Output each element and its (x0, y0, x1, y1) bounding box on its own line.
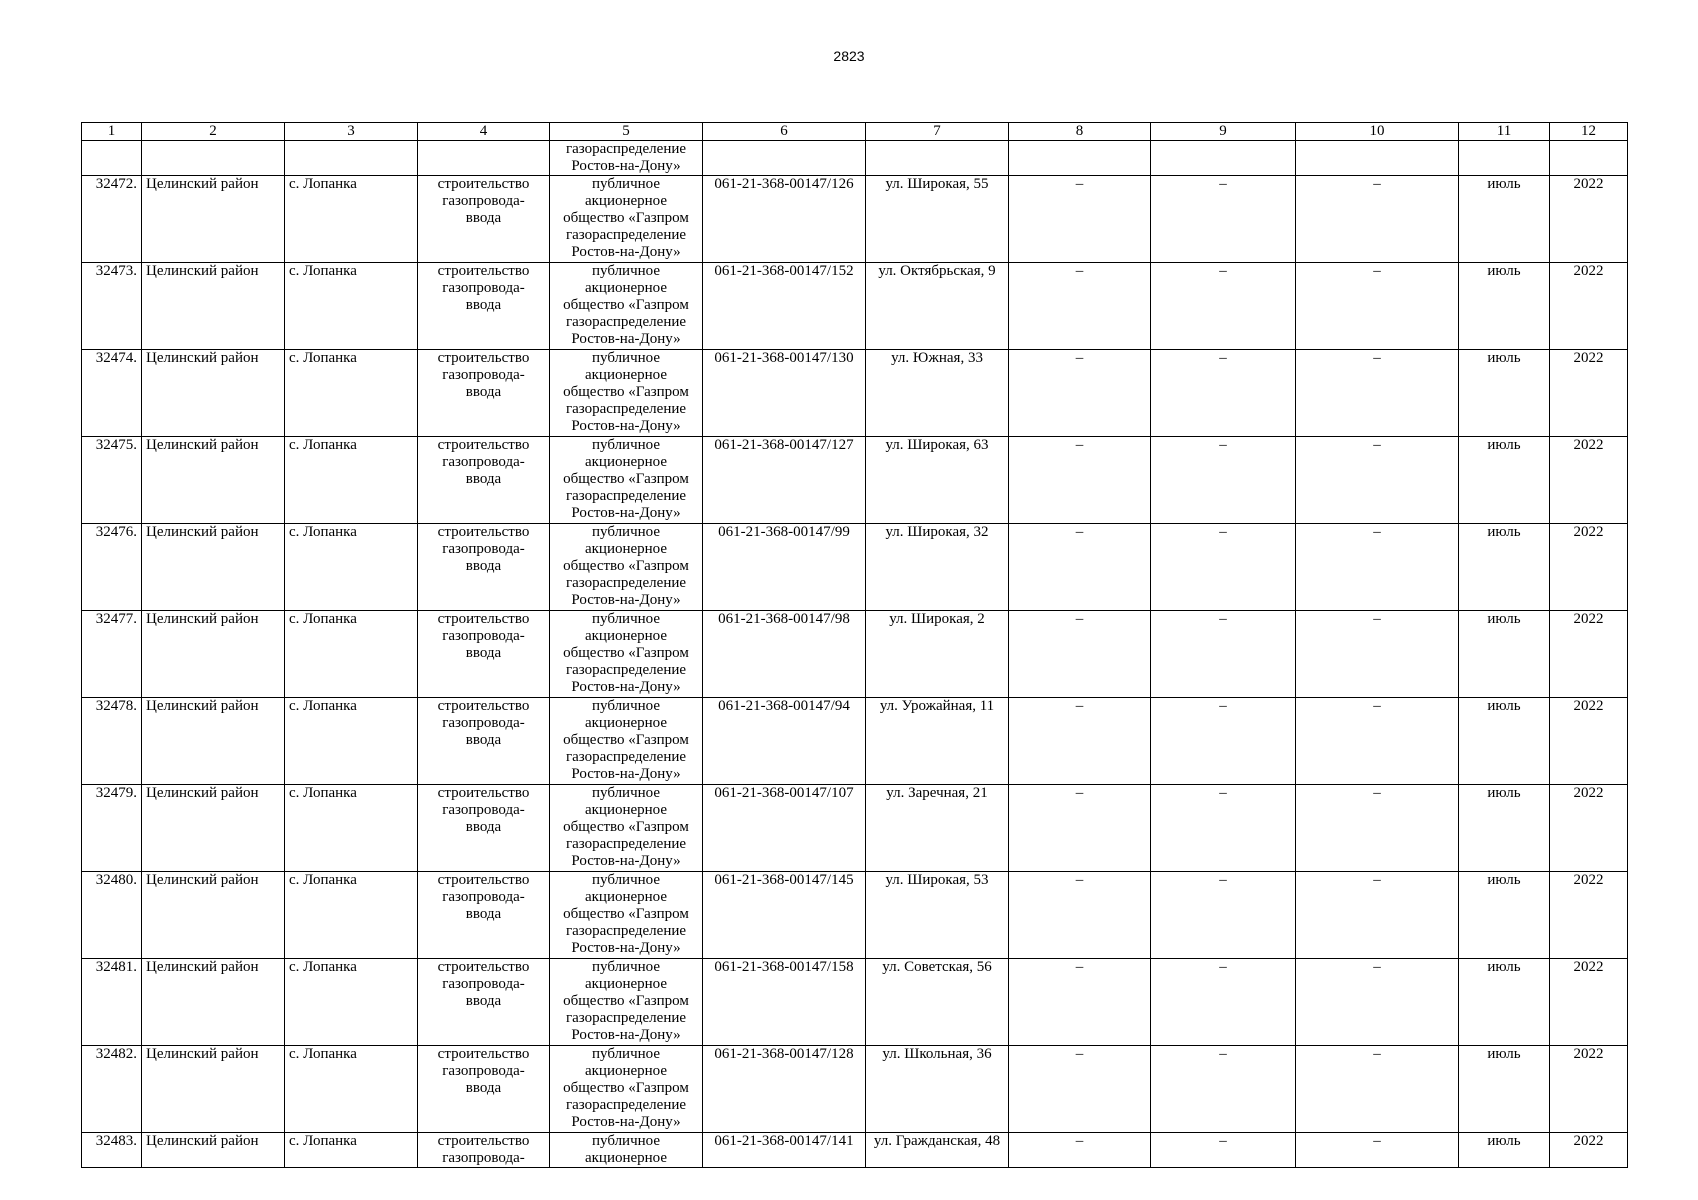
cell-year: 2022 (1550, 872, 1628, 959)
cell (1151, 141, 1296, 176)
page-number: 2823 (833, 48, 865, 64)
cell-work-type (418, 872, 550, 959)
cell-work-type (418, 524, 550, 611)
text-line: публичное (591, 350, 660, 366)
text-line: Ростов-на-Дону» (571, 853, 681, 869)
text-line: газопровода- (442, 280, 525, 296)
table-row (82, 350, 1628, 437)
cell-organization (550, 785, 703, 872)
text-line: строительство (437, 263, 530, 279)
cell-col9: – (1151, 1133, 1296, 1168)
cell-code: 061-21-368-00147/141 (703, 1133, 866, 1168)
cell-district: Целинский район (142, 698, 285, 785)
cell (142, 141, 285, 176)
cell-address: ул. Широкая, 2 (866, 611, 1009, 698)
text-line: газораспределение (565, 314, 687, 330)
cell-col8: – (1009, 437, 1151, 524)
cell-col9: – (1151, 872, 1296, 959)
column-number-header (82, 123, 1628, 141)
cell-number: 32480. (82, 872, 142, 959)
text-line: газопровода- (442, 889, 525, 905)
text-line: общество «Газпром (563, 297, 689, 313)
cell-col10: – (1296, 959, 1459, 1046)
text-line: общество «Газпром (563, 471, 689, 487)
table-row (82, 263, 1628, 350)
cell-work-type (418, 437, 550, 524)
text-line: Ростов-на-Дону» (571, 940, 681, 956)
header-cell: 3 (285, 123, 418, 141)
cell-month: июль (1459, 698, 1550, 785)
cell-work-type (418, 350, 550, 437)
cell-col10: – (1296, 611, 1459, 698)
cell-col10: – (1296, 872, 1459, 959)
cell-col10: – (1296, 1046, 1459, 1133)
cell-work-type (418, 611, 550, 698)
cell-year: 2022 (1550, 959, 1628, 1046)
text-line: строительство (437, 350, 530, 366)
text-line: общество «Газпром (563, 906, 689, 922)
cell (866, 141, 1009, 176)
text-line: строительство (437, 1046, 530, 1062)
cell-number: 32483. (82, 1133, 142, 1168)
cell-col8: – (1009, 1133, 1151, 1168)
text-line: акционерное (584, 802, 668, 818)
text-line: ввода (465, 906, 502, 922)
header-cell: 12 (1550, 123, 1628, 141)
text-line: строительство (437, 524, 530, 540)
cell-address: ул. Широкая, 53 (866, 872, 1009, 959)
continuation-row (82, 141, 1628, 176)
cell-organization (550, 698, 703, 785)
cell (418, 141, 550, 176)
cell-col8: – (1009, 350, 1151, 437)
text-line: строительство (437, 437, 530, 453)
cell-code: 061-21-368-00147/94 (703, 698, 866, 785)
text-line: ввода (465, 645, 502, 661)
cell-number: 32474. (82, 350, 142, 437)
cell-month: июль (1459, 1046, 1550, 1133)
cell-code: 061-21-368-00147/107 (703, 785, 866, 872)
cell-address: ул. Заречная, 21 (866, 785, 1009, 872)
header-cell: 10 (1296, 123, 1459, 141)
cell-col8: – (1009, 176, 1151, 263)
cell-settlement: с. Лопанка (285, 1133, 418, 1168)
text-line: Ростов-на-Дону» (571, 158, 681, 174)
text-line: газораспределение (565, 662, 687, 678)
cell-month: июль (1459, 350, 1550, 437)
cell-col8: – (1009, 524, 1151, 611)
cell-organization (550, 141, 703, 176)
table-row (82, 611, 1628, 698)
cell-year: 2022 (1550, 785, 1628, 872)
cell-address: ул. Октябрьская, 9 (866, 263, 1009, 350)
text-line: газораспределение (565, 836, 687, 852)
text-line: публичное (591, 263, 660, 279)
text-line: газораспределение (565, 141, 687, 157)
text-line: газораспределение (565, 227, 687, 243)
cell-settlement: с. Лопанка (285, 698, 418, 785)
text-line: публичное (591, 1133, 660, 1149)
cell-col10: – (1296, 1133, 1459, 1168)
text-line: акционерное (584, 454, 668, 470)
cell-code: 061-21-368-00147/127 (703, 437, 866, 524)
cell-year: 2022 (1550, 698, 1628, 785)
text-line: общество «Газпром (563, 210, 689, 226)
text-line: общество «Газпром (563, 819, 689, 835)
text-line: Ростов-на-Дону» (571, 679, 681, 695)
table-row (82, 785, 1628, 872)
cell-month: июль (1459, 263, 1550, 350)
cell-col9: – (1151, 698, 1296, 785)
cell-work-type (418, 263, 550, 350)
cell-month: июль (1459, 611, 1550, 698)
cell-year: 2022 (1550, 611, 1628, 698)
cell-address: ул. Широкая, 55 (866, 176, 1009, 263)
text-line: строительство (437, 872, 530, 888)
text-line: газопровода- (442, 454, 525, 470)
cell (82, 141, 142, 176)
cell-col9: – (1151, 350, 1296, 437)
text-line: Ростов-на-Дону» (571, 505, 681, 521)
cell-address: ул. Широкая, 32 (866, 524, 1009, 611)
cell-year: 2022 (1550, 350, 1628, 437)
text-line: публичное (591, 1046, 660, 1062)
text-line: газораспределение (565, 923, 687, 939)
cell-col8: – (1009, 611, 1151, 698)
cell-col10: – (1296, 524, 1459, 611)
cell-month: июль (1459, 959, 1550, 1046)
cell-address: ул. Южная, 33 (866, 350, 1009, 437)
cell-settlement: с. Лопанка (285, 1046, 418, 1133)
table-row (82, 959, 1628, 1046)
cell-number: 32481. (82, 959, 142, 1046)
text-line: Ростов-на-Дону» (571, 418, 681, 434)
cell (1459, 141, 1550, 176)
cell-year: 2022 (1550, 1133, 1628, 1168)
cell-organization (550, 263, 703, 350)
cell-organization (550, 1133, 703, 1168)
text-line: общество «Газпром (563, 732, 689, 748)
table-row (82, 176, 1628, 263)
header-cell: 8 (1009, 123, 1151, 141)
cell-year: 2022 (1550, 176, 1628, 263)
table-row (82, 437, 1628, 524)
cell-address: ул. Советская, 56 (866, 959, 1009, 1046)
text-line: акционерное (584, 193, 668, 209)
cell-year: 2022 (1550, 524, 1628, 611)
cell-number: 32479. (82, 785, 142, 872)
text-line: акционерное (584, 628, 668, 644)
cell-code: 061-21-368-00147/128 (703, 1046, 866, 1133)
cell-organization (550, 350, 703, 437)
text-line: газопровода- (442, 976, 525, 992)
cell-col10: – (1296, 698, 1459, 785)
cell-col10: – (1296, 176, 1459, 263)
cell-organization (550, 437, 703, 524)
cell-month: июль (1459, 176, 1550, 263)
text-line: публичное (591, 524, 660, 540)
cell-district: Целинский район (142, 1046, 285, 1133)
cell-work-type (418, 698, 550, 785)
cell-settlement: с. Лопанка (285, 263, 418, 350)
cell-code: 061-21-368-00147/98 (703, 611, 866, 698)
cell-number: 32482. (82, 1046, 142, 1133)
cell-settlement: с. Лопанка (285, 437, 418, 524)
text-line: газораспределение (565, 575, 687, 591)
cell-organization (550, 611, 703, 698)
cell-settlement: с. Лопанка (285, 611, 418, 698)
cell-col9: – (1151, 437, 1296, 524)
text-line: ввода (465, 210, 502, 226)
cell-settlement: с. Лопанка (285, 872, 418, 959)
cell-col10: – (1296, 785, 1459, 872)
text-line: публичное (591, 785, 660, 801)
cell-address: ул. Школьная, 36 (866, 1046, 1009, 1133)
text-line: газораспределение (565, 1097, 687, 1113)
text-line: Ростов-на-Дону» (571, 766, 681, 782)
header-cell: 5 (550, 123, 703, 141)
text-line: Ростов-на-Дону» (571, 1114, 681, 1130)
cell-code: 061-21-368-00147/152 (703, 263, 866, 350)
text-line: Ростов-на-Дону» (571, 331, 681, 347)
text-line: акционерное (584, 715, 668, 731)
cell-settlement: с. Лопанка (285, 785, 418, 872)
cell-month: июль (1459, 1133, 1550, 1168)
text-line: газораспределение (565, 1010, 687, 1026)
cell-number: 32475. (82, 437, 142, 524)
cell-year: 2022 (1550, 1046, 1628, 1133)
cell-number: 32477. (82, 611, 142, 698)
cell-settlement: с. Лопанка (285, 959, 418, 1046)
cell-organization (550, 524, 703, 611)
cell-col8: – (1009, 785, 1151, 872)
cell-district: Целинский район (142, 872, 285, 959)
cell-number: 32478. (82, 698, 142, 785)
cell-district: Целинский район (142, 263, 285, 350)
header-cell: 2 (142, 123, 285, 141)
header-cell: 11 (1459, 123, 1550, 141)
cell-code: 061-21-368-00147/99 (703, 524, 866, 611)
text-line: строительство (437, 176, 530, 192)
cell-district: Целинский район (142, 437, 285, 524)
text-line: газопровода- (442, 193, 525, 209)
table-row (82, 872, 1628, 959)
cell (1550, 141, 1628, 176)
cell-address: ул. Гражданская, 48 (866, 1133, 1009, 1168)
cell-work-type (418, 959, 550, 1046)
cell-district: Целинский район (142, 176, 285, 263)
cell-col8: – (1009, 872, 1151, 959)
cell-col8: – (1009, 959, 1151, 1046)
cell-col9: – (1151, 959, 1296, 1046)
cell-col9: – (1151, 176, 1296, 263)
cell-settlement: с. Лопанка (285, 524, 418, 611)
text-line: Ростов-на-Дону» (571, 1027, 681, 1043)
text-line: публичное (591, 959, 660, 975)
text-line: строительство (437, 698, 530, 714)
cell-organization (550, 872, 703, 959)
cell-settlement: с. Лопанка (285, 350, 418, 437)
text-line: ввода (465, 471, 502, 487)
text-line: публичное (591, 611, 660, 627)
text-line: публичное (591, 437, 660, 453)
cell-settlement: с. Лопанка (285, 176, 418, 263)
text-line: газопровода- (442, 715, 525, 731)
cell-district: Целинский район (142, 611, 285, 698)
text-line: акционерное (584, 1150, 668, 1166)
header-cell: 6 (703, 123, 866, 141)
cell-month: июль (1459, 437, 1550, 524)
cell-col9: – (1151, 524, 1296, 611)
cell (1296, 141, 1459, 176)
table-row (82, 698, 1628, 785)
cell-number: 32476. (82, 524, 142, 611)
cell-col8: – (1009, 1046, 1151, 1133)
text-line: акционерное (584, 541, 668, 557)
cell-district: Целинский район (142, 959, 285, 1046)
text-line: газораспределение (565, 401, 687, 417)
cell-col8: – (1009, 698, 1151, 785)
cell-work-type (418, 1046, 550, 1133)
text-line: газораспределение (565, 488, 687, 504)
cell-month: июль (1459, 785, 1550, 872)
table-row (82, 1133, 1628, 1168)
cell-work-type (418, 785, 550, 872)
cell-district: Целинский район (142, 350, 285, 437)
cell-year: 2022 (1550, 263, 1628, 350)
header-cell: 7 (866, 123, 1009, 141)
text-line: общество «Газпром (563, 645, 689, 661)
cell-col10: – (1296, 350, 1459, 437)
cell-col9: – (1151, 1046, 1296, 1133)
text-line: газопровода- (442, 541, 525, 557)
text-line: Ростов-на-Дону» (571, 244, 681, 260)
cell-col10: – (1296, 437, 1459, 524)
cell-col9: – (1151, 785, 1296, 872)
header-cell: 4 (418, 123, 550, 141)
cell-district: Целинский район (142, 524, 285, 611)
text-line: строительство (437, 785, 530, 801)
text-line: газопровода- (442, 1063, 525, 1079)
text-line: общество «Газпром (563, 993, 689, 1009)
cell-address: ул. Широкая, 63 (866, 437, 1009, 524)
cell-address: ул. Урожайная, 11 (866, 698, 1009, 785)
text-line: акционерное (584, 280, 668, 296)
cell-code: 061-21-368-00147/145 (703, 872, 866, 959)
text-line: акционерное (584, 367, 668, 383)
text-line: акционерное (584, 976, 668, 992)
cell-organization (550, 1046, 703, 1133)
cell-col8: – (1009, 263, 1151, 350)
table-row (82, 524, 1628, 611)
header-cell: 1 (82, 123, 142, 141)
register-table (81, 122, 1628, 1168)
text-line: ввода (465, 297, 502, 313)
cell-month: июль (1459, 524, 1550, 611)
cell-col9: – (1151, 263, 1296, 350)
text-line: строительство (437, 1133, 530, 1149)
text-line: ввода (465, 1080, 502, 1096)
text-line: общество «Газпром (563, 1080, 689, 1096)
cell-code: 061-21-368-00147/130 (703, 350, 866, 437)
cell-work-type (418, 1133, 550, 1168)
text-line: публичное (591, 698, 660, 714)
text-line: публичное (591, 872, 660, 888)
text-line: публичное (591, 176, 660, 192)
cell-organization (550, 176, 703, 263)
table-row (82, 1046, 1628, 1133)
text-line: газопровода- (442, 367, 525, 383)
cell-number: 32473. (82, 263, 142, 350)
text-line: строительство (437, 611, 530, 627)
text-line: ввода (465, 732, 502, 748)
cell-code: 061-21-368-00147/126 (703, 176, 866, 263)
cell-code: 061-21-368-00147/158 (703, 959, 866, 1046)
cell (1009, 141, 1151, 176)
text-line: акционерное (584, 889, 668, 905)
header-cell: 9 (1151, 123, 1296, 141)
cell-col10: – (1296, 263, 1459, 350)
text-line: ввода (465, 993, 502, 1009)
cell-month: июль (1459, 872, 1550, 959)
text-line: газопровода- (442, 802, 525, 818)
text-line: общество «Газпром (563, 558, 689, 574)
text-line: газораспределение (565, 749, 687, 765)
text-line: строительство (437, 959, 530, 975)
cell-number: 32472. (82, 176, 142, 263)
cell-district: Целинский район (142, 1133, 285, 1168)
cell-organization (550, 959, 703, 1046)
text-line: газопровода- (442, 628, 525, 644)
text-line: ввода (465, 384, 502, 400)
text-line: ввода (465, 819, 502, 835)
cell-year: 2022 (1550, 437, 1628, 524)
text-line: акционерное (584, 1063, 668, 1079)
text-line: общество «Газпром (563, 384, 689, 400)
text-line: Ростов-на-Дону» (571, 592, 681, 608)
text-line: газопровода- (442, 1150, 525, 1166)
cell (703, 141, 866, 176)
cell-work-type (418, 176, 550, 263)
cell-col9: – (1151, 611, 1296, 698)
text-line: ввода (465, 558, 502, 574)
cell-district: Целинский район (142, 785, 285, 872)
cell (285, 141, 418, 176)
